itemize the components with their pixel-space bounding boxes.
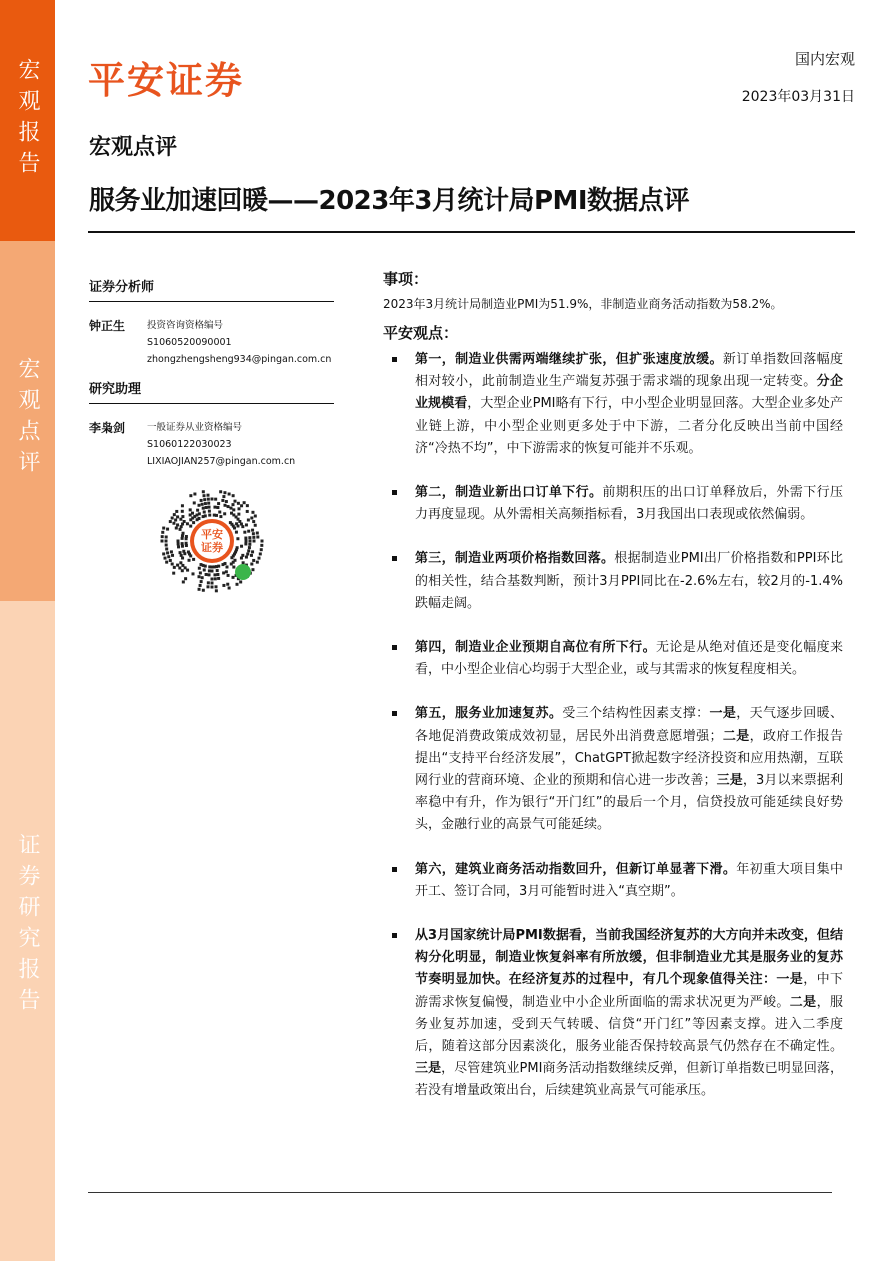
viewpoint-item (383, 548, 843, 615)
matters-text: 2023年3月统计局制造业PMI为51.9%，非制造业商务活动指数为58.2%。 (383, 297, 783, 311)
viewpoint-text: ，大型企业PMI略有下行，中小型企业明显回落。大型企业多处产业链上游，中小型企业则更多处于中下游，二者分化反映出当前中国经济“冷热不均”，中下游需求的恢复可能并不乐观。 (415, 396, 843, 456)
viewpoint-emphasis: 分企业规模看 (415, 374, 843, 412)
report-date: 2023年03月31日 (741, 89, 855, 105)
cert-label: 投资咨询资格编号 (147, 320, 224, 331)
viewpoint-text: ，服务业复苏加速，受到天气转暖、信贷“开门红”等因素支撑。进入二季度后，随着这部分因素淡化，服务业能否保持较高景气仍然存在不确定性。 (415, 994, 843, 1055)
analyst-card (89, 317, 334, 368)
matters-heading: 事项： (383, 270, 429, 288)
viewpoint-emphasis: 三是 (716, 773, 743, 789)
viewpoint-text: 受三个结构性因素支撑： (562, 706, 710, 722)
analyst-name: 钟正生 (89, 319, 126, 333)
brand-logo: 平安证券 (88, 59, 244, 102)
viewpoint-emphasis: 第六，建筑业商务活动指数回升，但新订单显著下滑。 (415, 861, 737, 877)
svg-text:证券: 证券 (201, 541, 223, 554)
viewpoint-text: ，中下游需求恢复偏慢，制造业中小企业所面临的需求状况更为严峻。 (415, 972, 843, 1010)
viewpoint-text: ，3月以来票据利率稳中有升，作为银行“开门红”的最后一个月，信贷投放可能延续良好势头，金融行业的高景气可能延续。 (415, 773, 843, 833)
viewpoint-emphasis: 第四，制造业企业预期自高位有所下行。 (415, 640, 656, 656)
viewpoint-emphasis: 从3月国家统计局PMI数据看，当前我国经济复苏的大方向并未改变，但结构分化明显，制造业恢复斜率有所放缓，但非制造业尤其是服务业的复苏节奏明显加快。在经济复苏的过程中，有几个现象值得关注：一是 (415, 928, 843, 988)
viewpoint-emphasis: 第三，制造业两项价格指数回落。 (415, 551, 615, 567)
title-divider (88, 231, 855, 233)
footer-divider (88, 1192, 832, 1193)
sidebar-label-securities-research: 证券研究报告 (15, 833, 40, 1019)
viewpoint-item (383, 482, 843, 526)
cert-label: 一般证券从业资格编号 (147, 422, 243, 433)
main-content (383, 268, 843, 1125)
viewpoint-text: ，天气逐步回暖、各地促消费政策成效初显，居民外出消费意愿增强； (415, 706, 843, 744)
viewpoint-emphasis: 三是 (415, 1061, 442, 1077)
report-category: 国内宏观 (794, 50, 855, 68)
viewpoint-emphasis: 第五，服务业加速复苏。 (415, 706, 563, 722)
viewpoint-text: 无论是从绝对值还是变化幅度来看，中小型企业信心均弱于大型企业，或与其需求的恢复程度相关。 (415, 640, 843, 678)
analyst-panel (89, 276, 334, 597)
svg-text:平安: 平安 (201, 528, 223, 541)
assistant-card (89, 419, 334, 470)
viewpoint-emphasis: 二是 (789, 994, 817, 1010)
analysts-heading: 证券分析师 (89, 276, 334, 302)
viewpoint-text: 新订单指数回落幅度相对较小，此前制造业生产端复苏强于需求端的现象出现一定转变。 (415, 352, 843, 390)
viewpoint-item (383, 349, 843, 460)
cert-number: S1060520090001 (147, 337, 232, 348)
viewpoint-text: 前期积压的出口订单释放后，外需下行压力再度显现。从外需相关高频指标看，3月我国出口表现或依然偏弱。 (415, 485, 843, 523)
viewpoint-text: ，尽管建筑业PMI商务活动指数继续反弹，但新订单指数已明显回落，若没有增量政策出台，后续建筑业高景气可能承压。 (415, 1061, 843, 1099)
sidebar-label-report-type: 宏观报告 (15, 58, 40, 182)
viewpoint-emphasis: 第一，制造业供需两端继续扩张，但扩张速度放缓。 (415, 352, 723, 367)
viewpoint-list (383, 349, 843, 1103)
assistants-heading: 研究助理 (89, 378, 334, 404)
viewpoint-text: 年初重大项目集中开工、签订合同，3月可能暂时进入“真空期”。 (415, 861, 843, 899)
viewpoint-item (383, 637, 843, 681)
assistant-name: 李枭剑 (89, 421, 126, 435)
report-title: 服务业加速回暖——2023年3月统计局PMI数据点评 (89, 186, 690, 216)
viewpoints-heading: 平安观点： (383, 324, 459, 342)
viewpoint-item (383, 925, 843, 1103)
wechat-qr-code (159, 488, 334, 597)
viewpoint-emphasis: 一是 (709, 706, 737, 722)
analyst-email[interactable]: zhongzhengsheng934@pingan.com.cn (147, 354, 332, 365)
assistant-email[interactable]: LIXIAOJIAN257@pingan.com.cn (147, 456, 296, 467)
cert-number: S1060122030023 (147, 439, 232, 450)
viewpoint-item (383, 859, 843, 903)
viewpoint-emphasis: 第二，制造业新出口订单下行。 (415, 485, 603, 501)
viewpoint-item (383, 703, 843, 836)
sidebar-label-category: 宏观点评 (15, 357, 40, 481)
report-subtitle: 宏观点评 (89, 135, 178, 160)
viewpoint-emphasis: 二是 (722, 728, 750, 744)
viewpoint-text: 根据制造业PMI出厂价格指数和PPI环比的相关性，结合基数判断，预计3月PPI同比在-2.6%左右，较2月的-1.4%跌幅走阔。 (415, 551, 843, 611)
viewpoint-text: ，政府工作报告提出“支持平台经济发展”，ChatGPT掀起数字经济投资和应用热潮，互联网行业的营商环境、企业的预期和信心进一步改善； (415, 728, 843, 789)
